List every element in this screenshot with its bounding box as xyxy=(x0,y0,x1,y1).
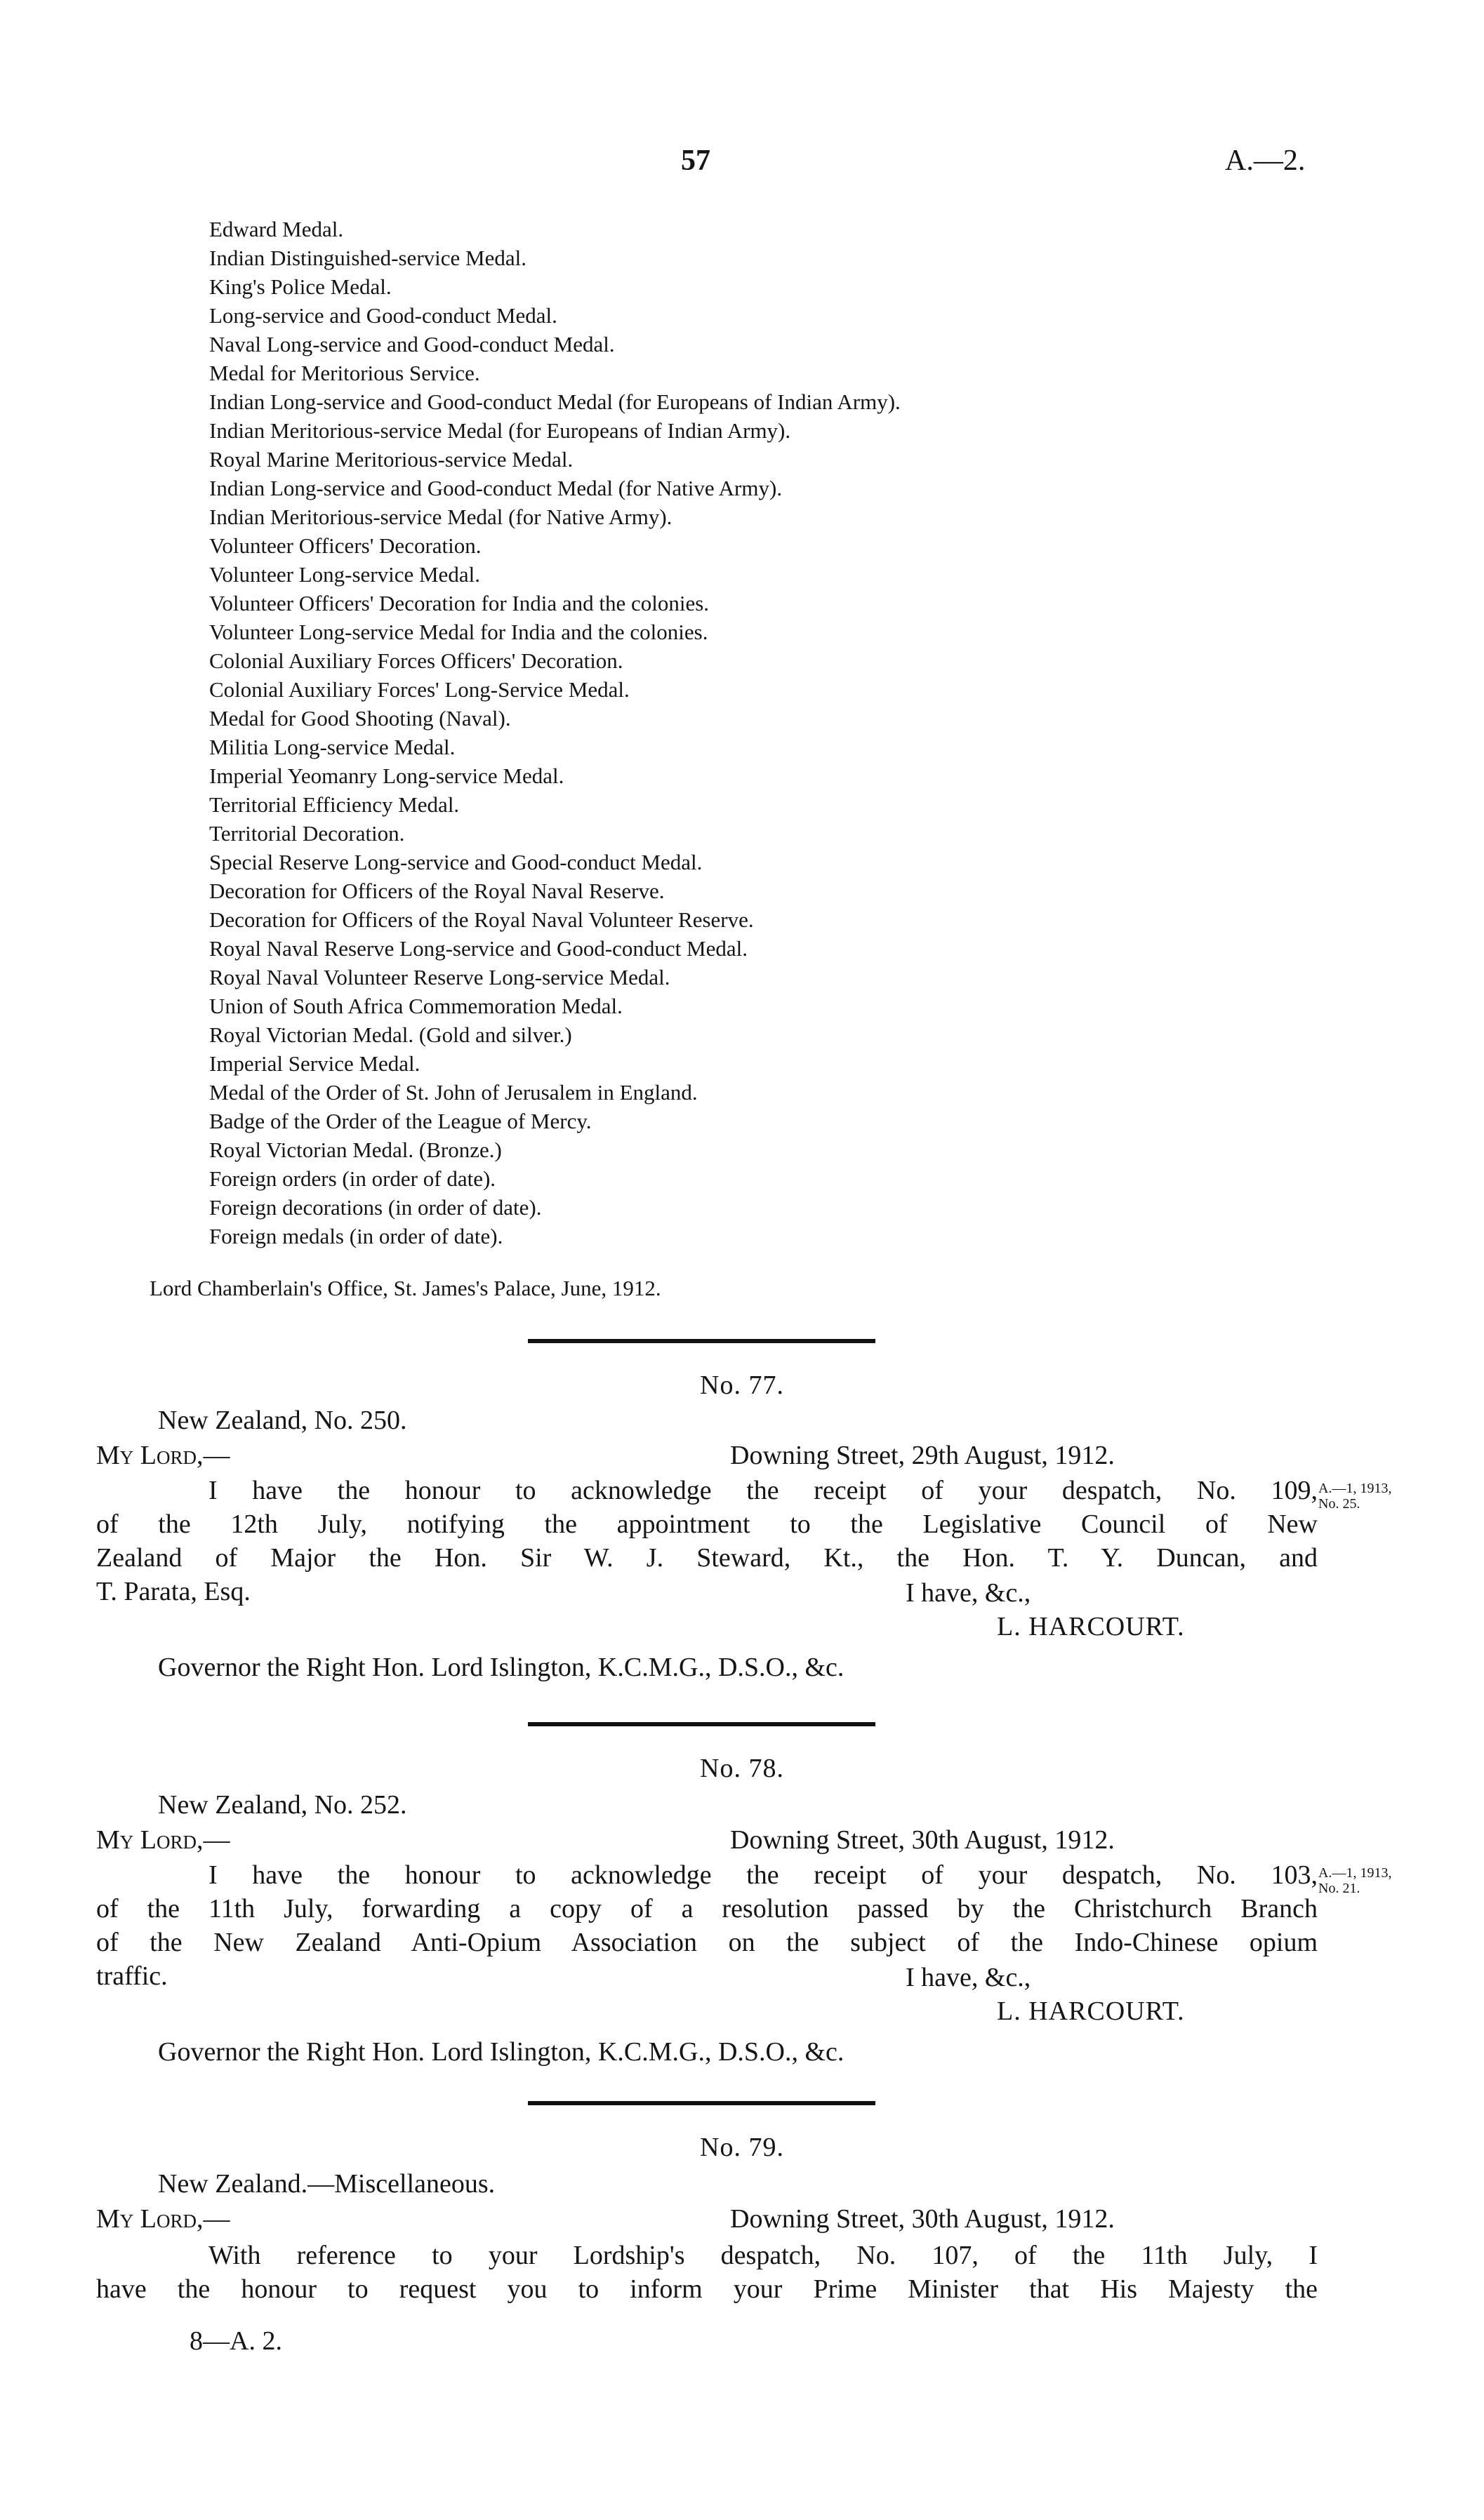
office-dateline: Lord Chamberlain's Office, St. James's Palace, June, 1912. xyxy=(150,1276,661,1300)
list-item: Union of South Africa Commemoration Medal. xyxy=(209,994,623,1018)
list-item: Royal Victorian Medal. (Gold and silver.) xyxy=(209,1022,572,1047)
body-line: I have the honour to acknowledge the receipt of your despatch, No. 109, xyxy=(208,1476,1318,1505)
list-item: King's Police Medal. xyxy=(209,274,392,299)
list-item: Territorial Decoration. xyxy=(209,821,405,846)
list-item: Royal Marine Meritorious-service Medal. xyxy=(209,447,574,472)
list-item: Indian Meritorious-service Medal (for Native Army). xyxy=(209,505,673,529)
place-date: Downing Street, 30th August, 1912. xyxy=(730,1825,1115,1855)
body-line: T. Parata, Esq. xyxy=(96,1577,251,1606)
list-item: Indian Distinguished-service Medal. xyxy=(209,246,526,270)
salutation: My Lord,— xyxy=(96,1825,230,1855)
list-item: Volunteer Officers' Decoration for India and the colonies. xyxy=(209,591,710,615)
list-item: Imperial Yeomanry Long-service Medal. xyxy=(209,764,564,788)
list-item: Volunteer Officers' Decoration. xyxy=(209,533,482,558)
salutation: My Lord,— xyxy=(96,1441,230,1470)
list-item: Royal Naval Reserve Long-service and Good-conduct Medal. xyxy=(209,936,748,961)
body-line: I have the honour to acknowledge the receipt of your despatch, No. 103, xyxy=(208,1860,1318,1890)
list-item: Indian Long-service and Good-conduct Medal (for Europeans of Indian Army). xyxy=(209,389,901,414)
body-line: traffic. xyxy=(96,1961,168,1991)
letter-body xyxy=(96,1474,1318,1608)
letter-number: No. 78. xyxy=(700,1754,784,1783)
letter-number: No. 77. xyxy=(700,1371,784,1400)
list-item: Indian Long-service and Good-conduct Medal (for Native Army). xyxy=(209,476,783,500)
list-item: Decoration for Officers of the Royal Naval Volunteer Reserve. xyxy=(209,907,754,932)
section-divider xyxy=(528,1339,875,1343)
list-item: Colonial Auxiliary Forces Officers' Decoration. xyxy=(209,648,623,673)
printer-signature: 8—A. 2. xyxy=(190,2326,282,2356)
body-line: of the New Zealand Anti-Opium Association on the subject of the Indo-Chinese opium xyxy=(96,1928,1318,1957)
addressee: Governor the Right Hon. Lord Islington, K.C.M.G., D.S.O., &c. xyxy=(158,1653,844,1682)
list-item: Territorial Efficiency Medal. xyxy=(209,792,460,817)
list-item: Medal for Meritorious Service. xyxy=(209,361,480,385)
letter-subject: New Zealand.—Miscellaneous. xyxy=(158,2169,496,2199)
letter-subject: New Zealand, No. 250. xyxy=(158,1406,407,1435)
letter-number: No. 79. xyxy=(700,2133,784,2162)
medal-precedence-list xyxy=(209,215,901,1251)
place-date: Downing Street, 30th August, 1912. xyxy=(730,2204,1115,2234)
body-line: have the honour to request you to inform your Prime Minister that His Majesty the xyxy=(96,2274,1318,2304)
section-divider xyxy=(528,2101,875,2105)
page-number: 57 xyxy=(681,145,710,177)
list-item: Long-service and Good-conduct Medal. xyxy=(209,303,557,328)
list-item: Royal Victorian Medal. (Bronze.) xyxy=(209,1138,502,1162)
list-item: Badge of the Order of the League of Mercy. xyxy=(209,1109,592,1133)
signature: L. HARCOURT. xyxy=(997,1612,1185,1641)
letter-subject: New Zealand, No. 252. xyxy=(158,1790,407,1820)
margin-reference: A.—1, 1913, No. 21. xyxy=(1318,1865,1392,1896)
list-item: Decoration for Officers of the Royal Naval Reserve. xyxy=(209,879,665,903)
list-item: Naval Long-service and Good-conduct Medal. xyxy=(209,332,615,356)
list-item: Colonial Auxiliary Forces' Long-Service Medal. xyxy=(209,677,630,702)
list-item: Volunteer Long-service Medal. xyxy=(209,562,480,587)
list-item: Special Reserve Long-service and Good-conduct Medal. xyxy=(209,850,703,874)
page-reference: A.—2. xyxy=(1225,145,1306,177)
letter-body xyxy=(96,2239,1318,2306)
list-item: Royal Naval Volunteer Reserve Long-service Medal. xyxy=(209,965,670,989)
closing: I have, &c., xyxy=(906,1963,1031,1992)
list-item: Medal for Good Shooting (Naval). xyxy=(209,706,511,731)
letter-body xyxy=(96,1858,1318,1993)
section-divider xyxy=(528,1722,875,1726)
body-line: of the 12th July, notifying the appointment to the Legislative Council of New xyxy=(96,1509,1318,1539)
place-date: Downing Street, 29th August, 1912. xyxy=(730,1441,1115,1470)
list-item: Foreign orders (in order of date). xyxy=(209,1166,496,1191)
salutation: My Lord,— xyxy=(96,2204,230,2234)
body-line: With reference to your Lordship's despatch, No. 107, of the 11th July, I xyxy=(208,2241,1318,2270)
list-item: Militia Long-service Medal. xyxy=(209,735,456,759)
body-line: Zealand of Major the Hon. Sir W. J. Steward, Kt., the Hon. T. Y. Duncan, and xyxy=(96,1543,1318,1573)
body-line: of the 11th July, forwarding a copy of a resolution passed by the Christchurch Branch xyxy=(96,1894,1318,1924)
list-item: Medal of the Order of St. John of Jerusalem in England. xyxy=(209,1080,698,1105)
list-item: Indian Meritorious-service Medal (for Europeans of Indian Army). xyxy=(209,418,791,443)
closing: I have, &c., xyxy=(906,1578,1031,1608)
signature: L. HARCOURT. xyxy=(997,1996,1185,2026)
list-item: Foreign decorations (in order of date). xyxy=(209,1195,542,1220)
list-item: Edward Medal. xyxy=(209,217,344,241)
addressee: Governor the Right Hon. Lord Islington, K.C.M.G., D.S.O., &c. xyxy=(158,2037,844,2067)
list-item: Imperial Service Medal. xyxy=(209,1051,420,1076)
list-item: Volunteer Long-service Medal for India and the colonies. xyxy=(209,620,708,644)
list-item: Foreign medals (in order of date). xyxy=(209,1224,503,1248)
margin-reference: A.—1, 1913, No. 25. xyxy=(1318,1481,1392,1512)
